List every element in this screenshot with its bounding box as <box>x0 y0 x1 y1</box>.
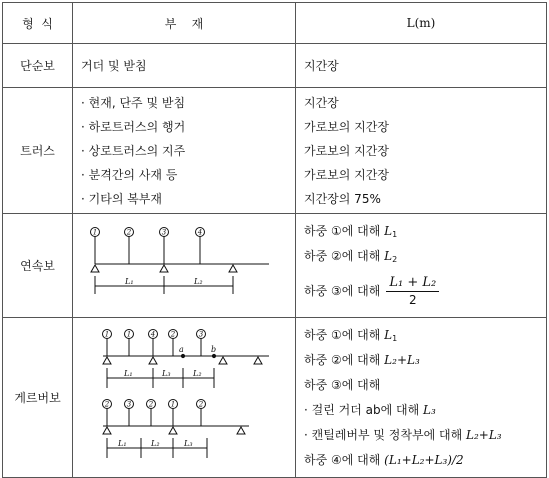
gerber-line-1: 하중 ①에 대해 $L_1$ <box>304 327 398 343</box>
truss-length-1: 지간장 <box>304 95 339 110</box>
continuous-line-3: 하중 ③에 대해 $\frac{\text{L₁ + L₂}}{2}$ <box>304 269 546 313</box>
truss-member-5: · 기타의 복부재 <box>81 191 162 206</box>
hinge-a <box>181 354 184 357</box>
hinge-label-a: a <box>179 345 184 354</box>
gerber-beam-diagram-cell <box>73 318 296 478</box>
load-label-3: 3 <box>161 228 167 237</box>
member-length-table <box>2 2 547 478</box>
gerber-line-3: 하중 ③에 대해 <box>304 377 381 392</box>
truss-member-1: · 현재, 단주 및 받침 <box>81 95 186 110</box>
length-simple-beam: 지간장 <box>296 44 547 88</box>
gerber-line-6: 하중 ④에 대해 (L₁+L₂+L₃)/2 <box>304 452 464 467</box>
truss-length-2: 가로보의 지간장 <box>304 119 389 134</box>
load-label-2: 2 <box>126 228 132 237</box>
continuous-beam-diagram-cell <box>73 214 296 318</box>
header-length: L(m) <box>296 3 547 44</box>
continuous-line-2: 하중 ②에 대해 $L_2$ <box>304 248 398 264</box>
continuous-line-1: 하중 ①에 대해 $L_1$ <box>304 223 398 239</box>
gerber-line-2: 하중 ②에 대해 L₂+L₃ <box>304 352 420 367</box>
span-average-fraction: $\frac{\text{L₁ + L₂}}{2}$ <box>386 275 439 307</box>
svg-text:4: 4 <box>150 330 156 339</box>
header-type: 형 식 <box>3 3 73 44</box>
header-member: 부 재 <box>73 3 296 44</box>
row-gerber-beam <box>3 318 547 478</box>
svg-text:1: 1 <box>104 330 110 339</box>
hinge-label-b: b <box>211 345 217 354</box>
support-2 <box>160 265 168 272</box>
svg-text:L₁: L₁ <box>118 439 127 448</box>
load-label-4: 4 <box>197 228 203 237</box>
svg-text:2: 2 <box>198 400 204 409</box>
svg-text:3: 3 <box>198 330 204 339</box>
truss-member-4: · 분격간의 사재 등 <box>81 167 178 182</box>
svg-text:3: 3 <box>126 400 132 409</box>
svg-text:2: 2 <box>170 330 176 339</box>
gerber-line-4: · 걸린 거더 ab에 대해 L₃ <box>304 402 436 417</box>
svg-text:2: 2 <box>104 400 110 409</box>
lengths-gerber-beam <box>296 318 547 478</box>
row-simple-beam <box>3 44 547 88</box>
type-gerber-beam: 게르버보 <box>3 318 73 478</box>
span-label-2: L₂ <box>194 277 203 286</box>
member-simple-beam: 거더 및 받침 <box>73 44 296 88</box>
svg-text:1: 1 <box>170 400 176 409</box>
load-label-1: 1 <box>92 228 98 237</box>
gerber-beam-diagram <box>73 318 295 474</box>
svg-text:L₃: L₃ <box>162 369 171 378</box>
svg-text:L₃: L₃ <box>184 439 193 448</box>
svg-text:1: 1 <box>126 330 132 339</box>
truss-length-5: 지간장의 75% <box>304 191 381 206</box>
truss-length-3: 가로보의 지간장 <box>304 143 389 158</box>
truss-length-4: 가로보의 지간장 <box>304 167 389 182</box>
header-row <box>3 3 547 44</box>
hinge-b <box>212 354 215 357</box>
members-truss <box>73 88 296 214</box>
support-1 <box>91 265 99 272</box>
gerber-line-5: · 캔틸레버부 및 정착부에 대해 L₂+L₃ <box>304 427 502 442</box>
svg-text:L₂: L₂ <box>193 369 202 378</box>
svg-text:L₁: L₁ <box>124 369 133 378</box>
span-label-1: L₁ <box>125 277 134 286</box>
continuous-beam-diagram <box>73 214 295 314</box>
type-simple-beam: 단순보 <box>3 44 73 88</box>
svg-text:2: 2 <box>148 400 154 409</box>
svg-text:L₂: L₂ <box>151 439 160 448</box>
type-truss: 트러스 <box>3 88 73 214</box>
truss-member-3: · 상로트러스의 지주 <box>81 143 186 158</box>
type-continuous-beam: 연속보 <box>3 214 73 318</box>
support-3 <box>229 265 237 272</box>
row-truss <box>3 88 547 214</box>
lengths-truss <box>296 88 547 214</box>
truss-member-2: · 하로트러스의 행거 <box>81 119 186 134</box>
row-continuous-beam <box>3 214 547 318</box>
lengths-continuous-beam <box>296 214 547 318</box>
